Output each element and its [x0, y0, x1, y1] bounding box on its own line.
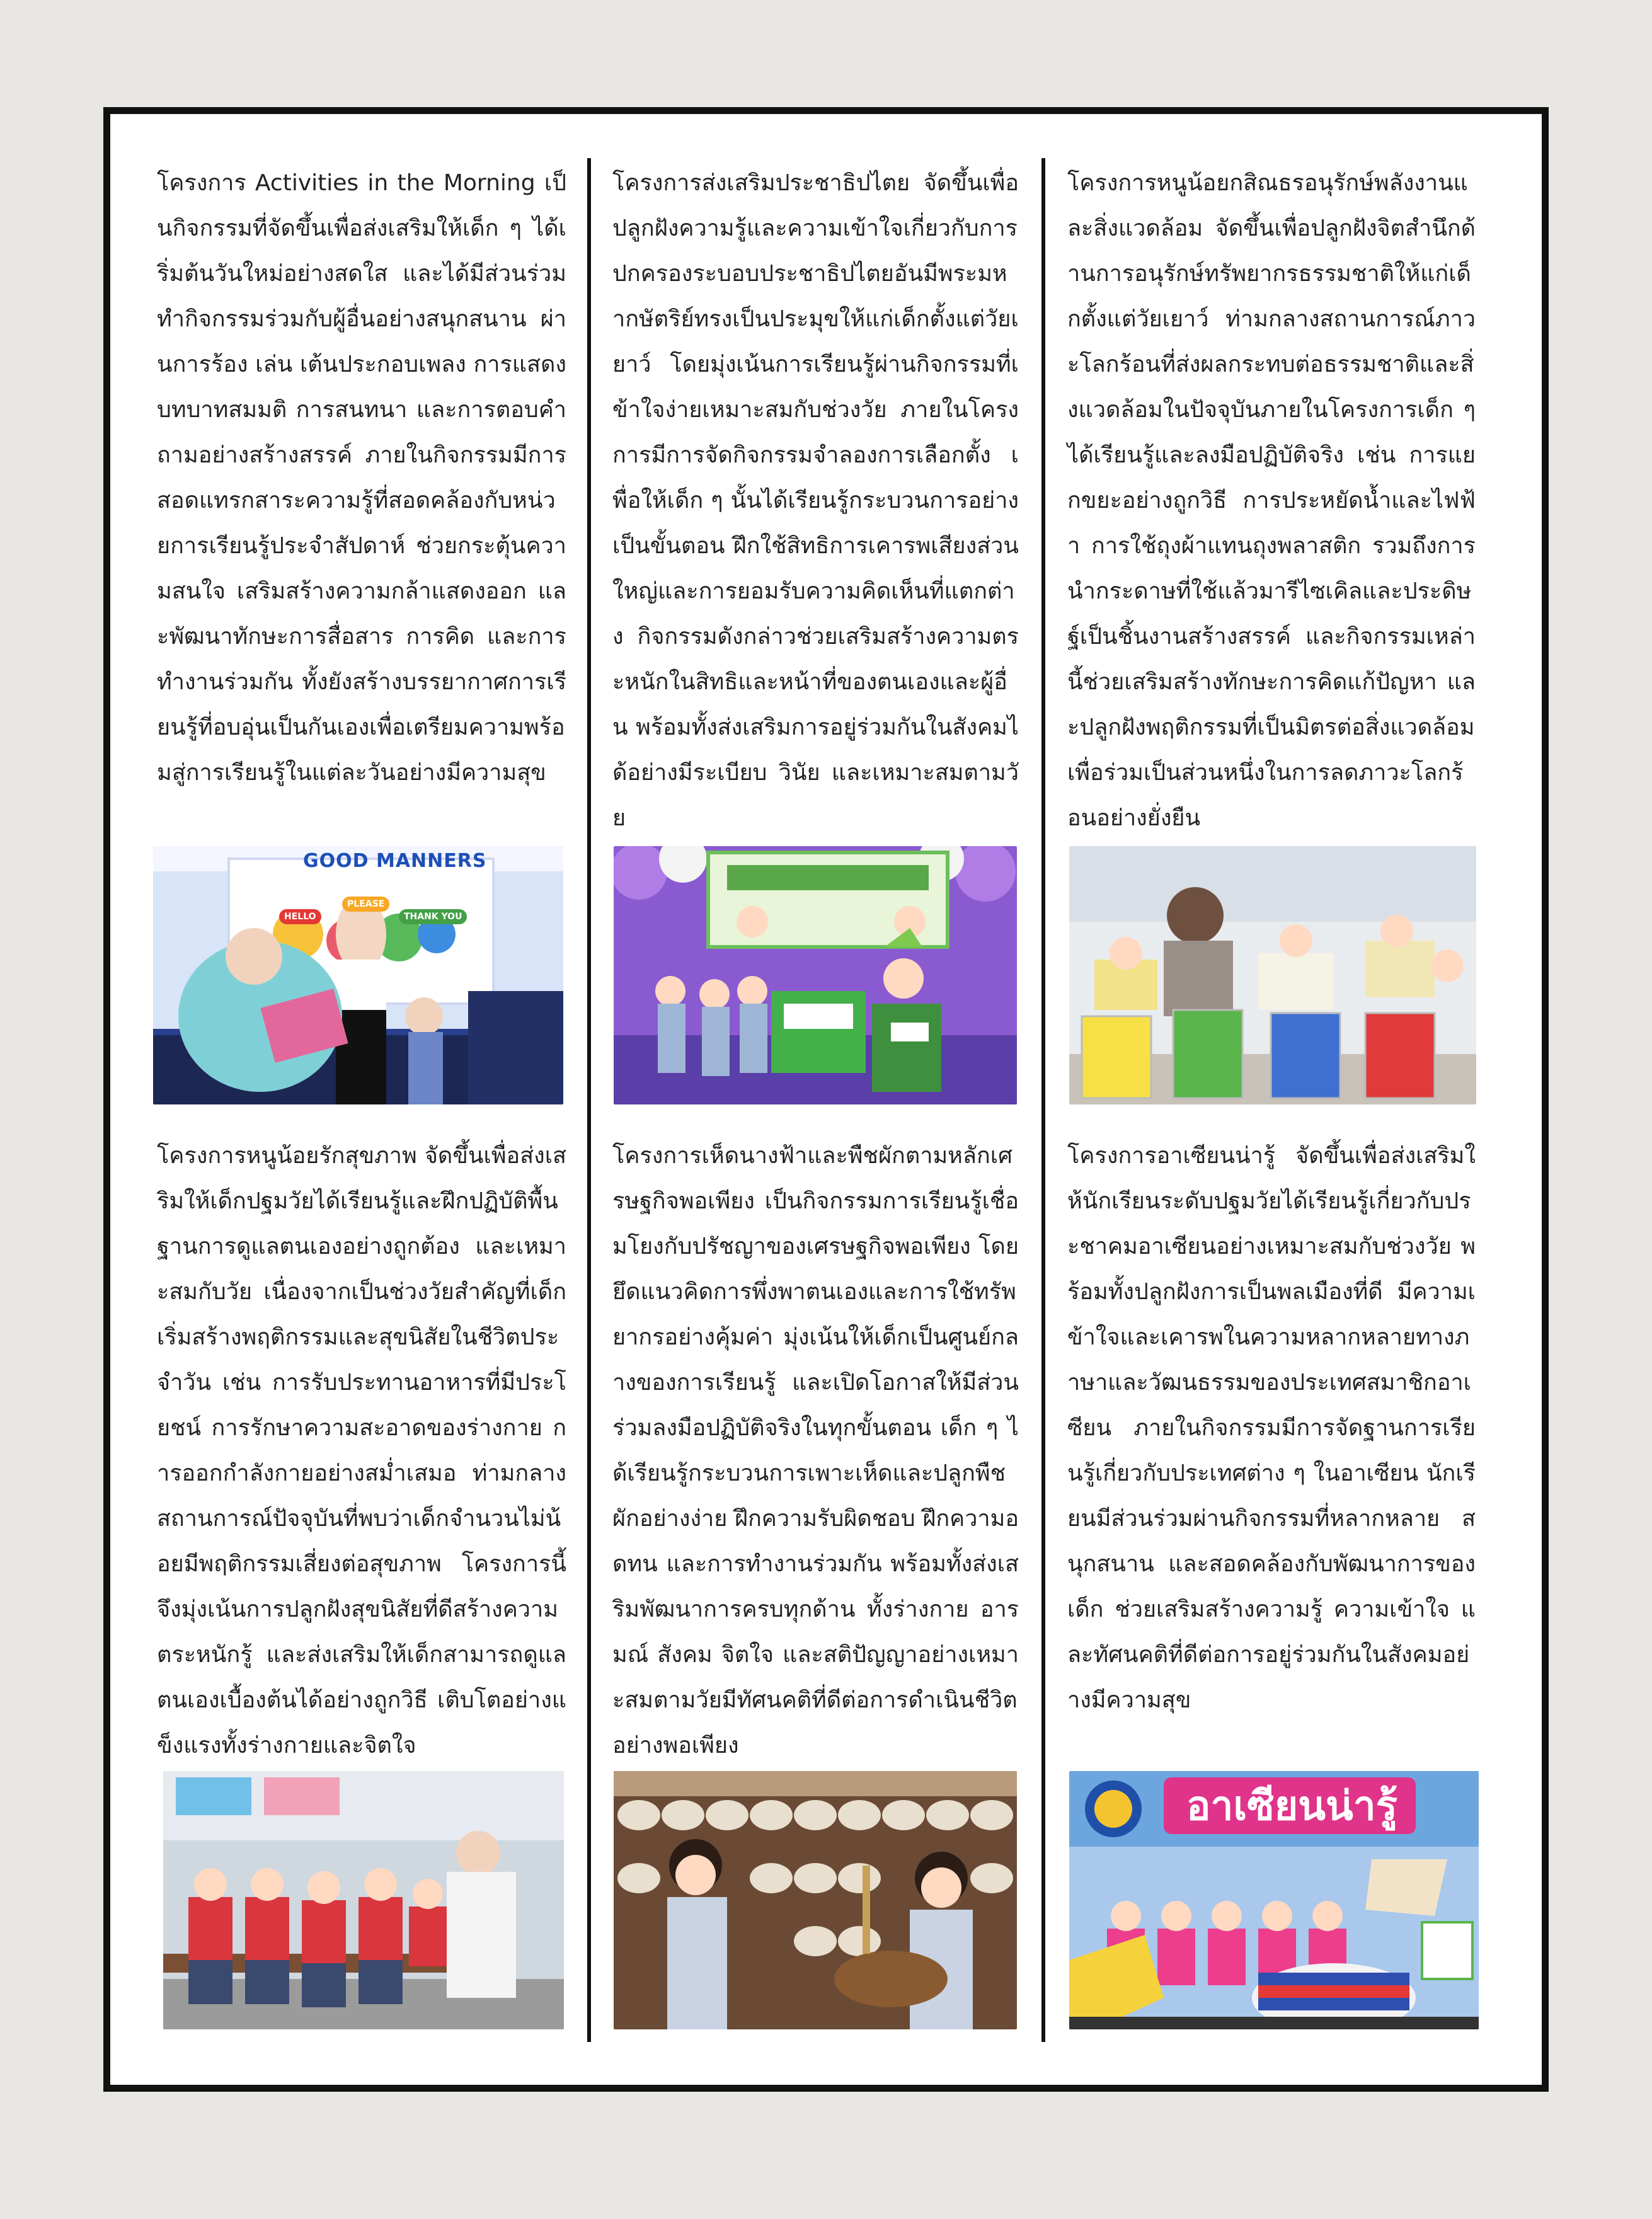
asean-banner-title: อาเซียนน่ารู้ — [1186, 1783, 1397, 1830]
article-text: โครงการ Activities in the Morning เป็นกิจกรรมที่จัดขึ้นเพื่อส่งเสริมให้เด็ก ๆ ได้เริ่มต้นวันใหม่อย่างสดใส และได้มีส่วนร่วมทำกิจกรรมร่วมกับผู้อื่นอย่างสนุกสนาน ผ่านการร้อง เล่น เต้นประกอบเพลง การแสดงบทบาทสมมติ การสนทนา และการตอบคำถามอย่างสร้างสรรค์ ภายในกิจกรรมมีการสอดแทรกสาระความรู้ที่สอดคล้องกับหน่วยการเรียนรู้ประจำสัปดาห์ ช่วยกระตุ้นความสนใจ เสริมสร้างความกล้าแสดงออก และพัฒนาทักษะการสื่อสาร การคิด และการทำงานร่วมกัน ทั้งยังสร้างบรรยากาศการเรียนรู้ที่อบอุ่นเป็นกันเองเพื่อเตรียมความพร้อมสู่การเรียนรู้ในแต่ละวันอย่างมีความสุข — [157, 170, 566, 786]
article-text: โครงการส่งเสริมประชาธิปไตย จัดขึ้นเพื่อปลูกฝังความรู้และความเข้าใจเกี่ยวกับการปกครองระบอบประชาธิปไตยอันมีพระมหากษัตริย์ทรงเป็นประมุขให้แก่เด็กตั้งแต่วัยเยาว์ โดยมุ่งเน้นการเรียนรู้ผ่านกิจกรรมที่เข้าใจง่ายเหมาะสมกับช่วงวัย ภายในโครงการมีการจัดกิจกรรมจำลองการเลือกตั้ง เพื่อให้เด็ก ๆ นั้นได้เรียนรู้กระบวนการอย่างเป็นขั้นตอน ฝึกใช้สิทธิการเคารพเสียงส่วนใหญ่และการยอมรับความคิดเห็นที่แตกต่าง กิจกรรมดังกล่าวช่วยเสริมสร้างความตระหนักในสิทธิและหน้าที่ของตนเองและผู้อื่น พร้อมทั้งส่งเสริมการอยู่ร่วมกันในสังคมได้อย่างมีระเบียบ วินัย และเหมาะสมตามวัย — [612, 170, 1019, 831]
health-photo — [163, 1771, 564, 2029]
manners-badge-please: PLEASE — [342, 897, 389, 912]
manners-badge-thank-you: THANK YOU — [399, 909, 467, 924]
article-text: โครงการอาเซียนน่ารู้ จัดขึ้นเพื่อส่งเสริมให้นักเรียนระดับปฐมวัยได้เรียนรู้เกี่ยวกับประชาคมอาเซียนอย่างเหมาะสมกับช่วงวัย พร้อมทั้งปลูกฝังการเป็นพลเมืองที่ดี มีความเข้าใจและเคารพในความหลากหลายทางภาษาและวัฒนธรรมของประเทศสมาชิกอาเซียน ภายในกิจกรรมมีการจัดฐานการเรียนรู้เกี่ยวกับประเทศต่าง ๆ ในอาเซียน นักเรียนมีส่วนร่วมผ่านกิจกรรมที่หลากหลาย สนุกสนาน และสอดคล้องกับพัฒนาการของเด็ก ช่วยเสริมสร้างความรู้ ความเข้าใจ และทัศนคติที่ดีต่อการอยู่ร่วมกันในสังคมอย่างมีความสุข — [1067, 1143, 1476, 1713]
activities-morning-photo — [153, 846, 563, 1104]
good-manners-sign: GOOD MANNERS — [303, 850, 487, 872]
asean-photo — [1069, 1771, 1479, 2029]
democracy-photo — [614, 846, 1017, 1104]
column-divider-right — [1041, 158, 1045, 2042]
newsletter-page — [103, 107, 1549, 2092]
article-text: โครงการเห็ดนางฟ้าและพืชผักตามหลักเศรษฐกิจพอเพียง เป็นกิจกรรมการเรียนรู้เชื่อมโยงกับปรัชญาของเศรษฐกิจพอเพียง โดยยึดแนวคิดการพึ่งพาตนเองและการใช้ทรัพยากรอย่างคุ้มค่า มุ่งเน้นให้เด็กเป็นศูนย์กลางของการเรียนรู้ และเปิดโอกาสให้มีส่วนร่วมลงมือปฏิบัติจริงในทุกขั้นตอน เด็ก ๆ ได้เรียนรู้กระบวนการเพาะเห็ดและปลูกพืชผักอย่างง่าย ฝึกความรับผิดชอบ ฝึกความอดทน และการทำงานร่วมกัน พร้อมทั้งส่งเสริมพัฒนาการครบทุกด้าน ทั้งร่างกาย อารมณ์ สังคม จิตใจ และสติปัญญาอย่างเหมาะสมตามวัยมีทัศนคติที่ดีต่อการดำเนินชีวิตอย่างพอเพียง — [612, 1143, 1019, 1758]
manners-badge-hello: HELLO — [279, 909, 321, 924]
article-text: โครงการหนูน้อยรักสุขภาพ จัดขึ้นเพื่อส่งเสริมให้เด็กปฐมวัยได้เรียนรู้และฝึกปฏิบัติพื้นฐานการดูแลตนเองอย่างถูกต้อง และเหมาะสมกับวัย เนื่องจากเป็นช่วงวัยสำคัญที่เด็กเริ่มสร้างพฤติกรรมและสุขนิสัยในชีวิตประจำวัน เช่น การรับประทานอาหารที่มีประโยชน์ การรักษาความสะอาดของร่างกาย การออกกำลังกายอย่างสม่ำเสมอ ท่ามกลางสถานการณ์ปัจจุบันที่พบว่าเด็กจำนวนไม่น้อยมีพฤติกรรมเสี่ยงต่อสุขภาพ โครงการนี้จึงมุ่งเน้นการปลูกฝังสุขนิสัยที่ดีสร้างความตระหนักรู้ และส่งเสริมให้เด็กสามารถดูแลตนเองเบื้องต้นได้อย่างถูกวิธี เติบโตอย่างแข็งแรงทั้งร่างกายและจิตใจ — [157, 1143, 566, 1758]
mushroom-farming-photo — [614, 1771, 1017, 2029]
column-divider-left — [587, 158, 591, 2042]
article-text: โครงการหนูน้อยกสิณธรอนุรักษ์พลังงานและสิ่งแวดล้อม จัดขึ้นเพื่อปลูกฝังจิตสำนึกด้านการอนุรักษ์ทรัพยากรธรรมชาติให้แก่เด็กตั้งแต่วัยเยาว์ ท่ามกลางสถานการณ์ภาวะโลกร้อนที่ส่งผลกระทบต่อธรรมชาติและสิ่งแวดล้อมในปัจจุบันภายในโครงการเด็ก ๆ ได้เรียนรู้และลงมือปฏิบัติจริง เช่น การแยกขยะอย่างถูกวิธี การประหยัดน้ำและไฟฟ้า การใช้ถุงผ้าแทนถุงพลาสติก รวมถึงการนำกระดาษที่ใช้แล้วมารีไซเคิลและประดิษฐ์เป็นชิ้นงานสร้างสรรค์ และกิจกรรมเหล่านี้ช่วยเสริมสร้างทักษะการคิดแก้ปัญหา และปลูกฝังพฤติกรรมที่เป็นมิตรต่อสิ่งแวดล้อม เพื่อร่วมเป็นส่วนหนึ่งในการลดภาวะโลกร้อนอย่างยั่งยืน — [1067, 170, 1476, 831]
energy-conservation-photo — [1069, 846, 1476, 1104]
